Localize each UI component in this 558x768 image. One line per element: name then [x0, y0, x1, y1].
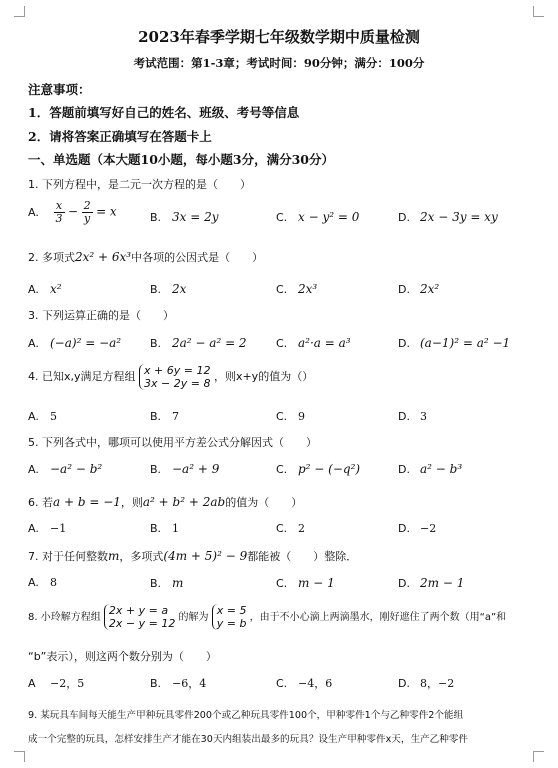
q8-option-b — [150, 675, 206, 691]
answer: 3 — [420, 410, 427, 423]
equation-system — [104, 604, 175, 630]
q6-option-b — [150, 522, 179, 535]
q3-option-a — [28, 336, 121, 350]
expression: 2m − 1 — [420, 576, 465, 590]
answer: −6，4 — [172, 677, 207, 690]
question-2-stem — [28, 249, 263, 265]
question-9-stem-line1: 9. 某玩具车间每天能生产甲种玩具零件200个或乙种玩具零件100个，甲种零件1个与乙种零件2个能组 — [28, 710, 464, 721]
equation: 3x − 2y = 8 — [144, 377, 211, 390]
option-label: C. — [276, 283, 288, 296]
fraction — [54, 200, 65, 225]
answer: 7 — [172, 410, 179, 423]
exam-title: 2023年春季学期七年级数学期中质量检测 — [138, 28, 420, 46]
expression: a²·a = a³ — [298, 336, 351, 350]
option-label: B. — [150, 463, 162, 476]
stem-text: 的值为（ ） — [225, 496, 303, 509]
option-label: B. — [150, 677, 162, 690]
fraction — [82, 200, 93, 225]
q2-option-b — [150, 282, 186, 296]
equation: 2x + y = a — [108, 604, 169, 617]
option-label: C. — [276, 410, 288, 423]
equation-system — [139, 364, 210, 390]
option-label: B. — [150, 577, 162, 590]
q3-option-c — [276, 336, 351, 350]
question-4-stem — [28, 364, 313, 390]
equation: x = 5 — [216, 604, 247, 617]
q7-option-d — [398, 576, 464, 590]
expression: 2x − 3y = xy — [420, 210, 498, 224]
option-label: A. — [28, 205, 39, 219]
expression: (−a)² = −a² — [50, 336, 122, 350]
option-label: B. — [150, 337, 162, 350]
option-label: A. — [28, 283, 39, 296]
denominator: 3 — [55, 212, 63, 225]
stem-text: 7. 对于任何整数 — [28, 550, 108, 563]
option-label: A. — [28, 337, 39, 350]
expression: (a−1)² = a² −1 — [420, 336, 511, 350]
option-label: A. — [28, 410, 39, 423]
option-label: B. — [150, 283, 162, 296]
q4-option-a — [28, 410, 57, 423]
crop-mark-bottom-right — [533, 751, 544, 762]
answer: −2 — [420, 522, 437, 535]
option-label: A. — [28, 576, 39, 589]
expression: a + b = −1 — [53, 495, 121, 509]
q6-option-d — [398, 522, 436, 535]
question-1-stem: 1. 下列方程中，是二元一次方程的是（ ） — [28, 178, 251, 191]
option-label: D. — [398, 337, 410, 350]
answer: −1 — [50, 522, 67, 535]
option-label: C. — [276, 677, 288, 690]
q3-option-b — [150, 336, 247, 350]
option-label: B. — [150, 410, 162, 423]
answer: −4，6 — [298, 677, 333, 690]
solution-system — [212, 604, 247, 630]
q4-option-c — [276, 410, 305, 423]
option-label: D. — [398, 211, 410, 224]
question-6-stem — [28, 494, 302, 510]
stem-text: 的解为 — [178, 612, 209, 623]
option-label: D. — [398, 410, 410, 423]
answer: 5 — [50, 410, 57, 423]
option-label: A. — [28, 463, 39, 476]
q6-option-c — [276, 522, 305, 535]
numerator: 2 — [83, 199, 91, 212]
expression: 2a² − a² = 2 — [172, 336, 247, 350]
expression: m — [108, 549, 120, 563]
answer: −2，5 — [50, 677, 85, 690]
stem-text: ，由于不小心滴上两滴墨水，刚好遮住了两个数（用“a”和 — [249, 612, 507, 623]
numerator: x — [54, 200, 65, 213]
expression: = x — [96, 204, 117, 219]
expression: m — [172, 576, 184, 590]
question-8-stem — [28, 604, 506, 630]
answer: 2 — [298, 522, 305, 535]
q2-option-d — [398, 282, 439, 296]
option-label: D. — [398, 522, 410, 535]
option-label: B. — [150, 211, 162, 224]
expression: 3x = 2y — [172, 210, 219, 224]
answer: 8，−2 — [420, 677, 455, 690]
question-7-stem — [28, 548, 357, 564]
q5-option-d — [398, 462, 462, 476]
option-label: A. — [28, 522, 39, 535]
q1-option-c — [276, 210, 359, 224]
stem-text: 2. 多项式 — [28, 251, 75, 264]
question-9-stem-line2: 成一个完整的玩具，怎样安排生产才能在30天内组装出最多的玩具？设生产甲种零件x天，生产乙种零件 — [28, 734, 469, 745]
q1-option-d — [398, 210, 498, 224]
option-label: C. — [276, 522, 288, 535]
equation: 2x − y = 12 — [108, 617, 176, 630]
stem-text: 都能被（ ）整除． — [247, 550, 358, 563]
question-3-stem: 3. 下列运算正确的是（ ） — [28, 309, 174, 322]
equation: y = b — [216, 617, 247, 630]
option-label: C. — [276, 337, 288, 350]
stem-text: ，则x+y的值为（） — [213, 370, 314, 383]
notes-heading: 注意事项： — [28, 82, 91, 97]
option-label: D. — [398, 283, 410, 296]
answer: 8 — [50, 576, 57, 589]
q4-option-b — [150, 410, 179, 423]
q7-option-a — [28, 576, 57, 589]
crop-mark-bottom-left — [14, 751, 25, 762]
stem-text: 8. 小玲解方程组 — [28, 612, 101, 623]
stem-text: ，多项式 — [119, 550, 164, 563]
crop-mark-top-right — [533, 6, 544, 17]
option-label: D. — [398, 463, 410, 476]
stem-text: 中各项的公因式是（ ） — [131, 251, 264, 264]
q5-option-c — [276, 462, 360, 476]
q8-option-c — [276, 675, 332, 691]
expression: m − 1 — [298, 576, 335, 590]
expression: x² — [50, 282, 62, 296]
option-label: D. — [398, 577, 410, 590]
expression: 2x² + 6x³ — [75, 250, 132, 264]
expression: 2x² — [420, 282, 440, 296]
q8-option-d — [398, 675, 454, 691]
expression: a² + b² + 2ab — [142, 495, 226, 509]
exam-subtitle: 考试范围：第1-3章；考试时间：90分钟；满分：100分 — [133, 56, 425, 70]
stem-text: 6. 若 — [28, 496, 53, 509]
option-label: C. — [276, 577, 288, 590]
stem-text: 4. 已知x,y满足方程组 — [28, 370, 136, 383]
expression: x − y² = 0 — [298, 210, 360, 224]
section-heading: 一、单选题（本大题10小题，每小题3分，满分30分） — [28, 152, 334, 167]
q5-option-b — [150, 462, 219, 476]
q2-option-a — [28, 282, 62, 296]
expression: 2x³ — [298, 282, 318, 296]
stem-text: ，则 — [120, 496, 143, 509]
expression: (4m + 5)² − 9 — [163, 549, 248, 563]
expression: −a² + 9 — [172, 462, 220, 476]
q4-option-d — [398, 410, 427, 423]
note-1: 1．答题前填写好自己的姓名、班级、考号等信息 — [28, 105, 300, 120]
expression: p² − (−q²) — [298, 462, 361, 476]
answer: 9 — [298, 410, 305, 423]
expression: a² − b³ — [420, 462, 463, 476]
option-label: C. — [276, 211, 288, 224]
option-label: D. — [398, 677, 410, 690]
equation: x + 6y = 12 — [144, 364, 211, 377]
q1-option-b — [150, 210, 219, 224]
q1-option-a: A. $\frac{x}{3}$ − $\frac{2}{y}$ = x — [28, 199, 117, 225]
expression: 2x — [172, 282, 187, 296]
answer: 1 — [172, 522, 179, 535]
option-label: B. — [150, 522, 162, 535]
q7-option-c — [276, 576, 335, 590]
q7-option-b — [150, 576, 183, 590]
expression: −a² − b² — [50, 462, 103, 476]
note-2: 2．请将答案正确填写在答题卡上 — [28, 129, 212, 144]
question-8-stem-line2: “b”表示），则这两个数分别为（ ） — [28, 650, 217, 663]
q3-option-d — [398, 336, 510, 350]
q2-option-c — [276, 282, 317, 296]
question-5-stem: 5. 下列各式中，哪项可以使用平方差公式分解因式（ ） — [28, 436, 317, 449]
q8-option-a — [28, 675, 84, 691]
option-label: A — [28, 677, 36, 690]
option-label: C. — [276, 463, 288, 476]
crop-mark-top-left — [14, 6, 25, 17]
q6-option-a — [28, 522, 66, 535]
denominator: y — [83, 212, 91, 225]
q5-option-a — [28, 462, 102, 476]
